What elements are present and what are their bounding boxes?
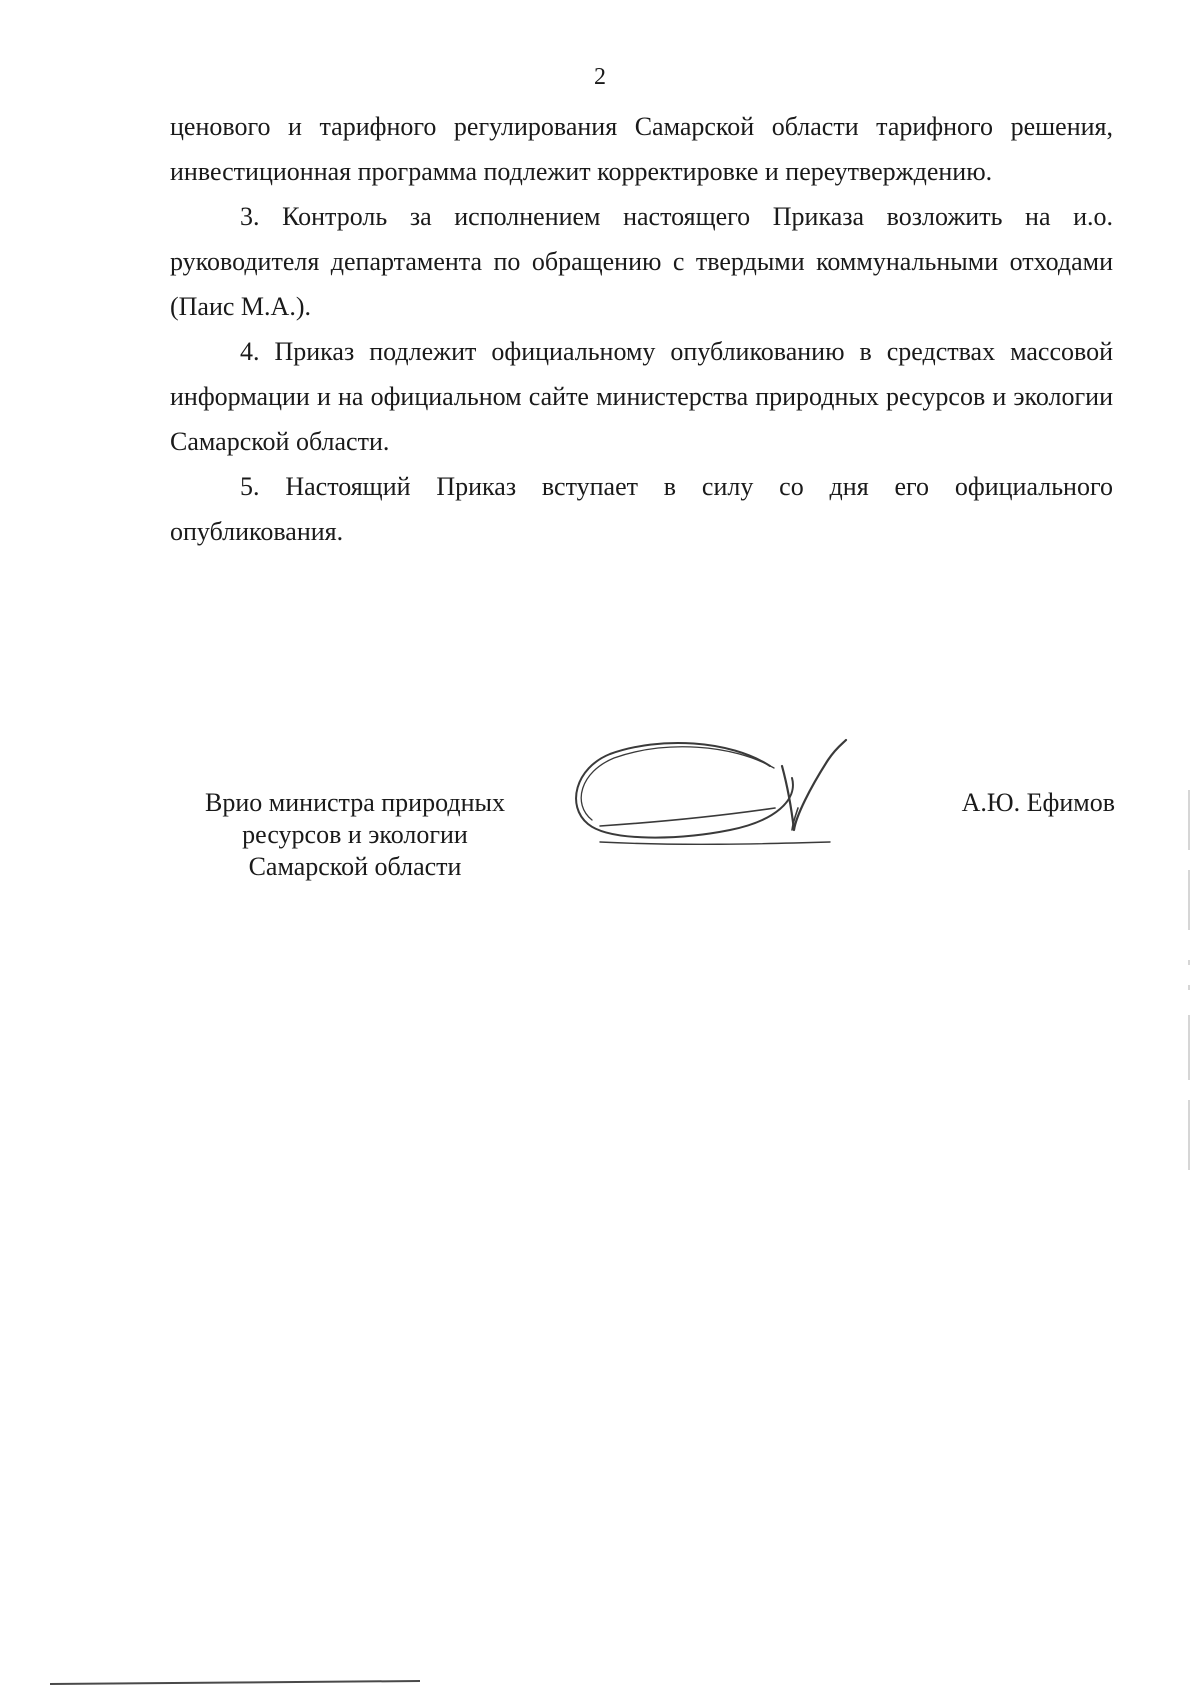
paragraph-item-4: 4. Приказ подлежит официальному опубликованию в средствах массовой информации и на официальном сайте министерства природных ресурсов и экологии Самарской области.: [170, 337, 1113, 456]
signatory-position-line: Самарской области: [248, 852, 462, 881]
document-body: [170, 104, 1113, 554]
signatory-name: А.Ю. Ефимов: [961, 788, 1115, 817]
handwritten-signature: [570, 718, 890, 868]
paragraph-item-5: 5. Настоящий Приказ вступает в силу со дня его официального опубликования.: [170, 472, 1113, 546]
signatory-position-line: Врио министра природных: [205, 788, 505, 817]
scan-margin-marks: [1186, 790, 1192, 1170]
signatory-position-line: ресурсов и экологии: [242, 820, 468, 849]
paragraph-continuation: ценового и тарифного регулирования Самарской области тарифного решения, инвестиционная программа подлежит корректировке и переутверждению.: [170, 112, 1113, 186]
page-number: 2: [594, 64, 606, 90]
signatory-position: [175, 787, 535, 883]
scan-edge-line: [50, 1680, 420, 1686]
paragraph-item-3: 3. Контроль за исполнением настоящего Приказа возложить на и.о. руководителя департамента по обращению с твердыми коммунальными отходами (Паис М.А.).: [170, 202, 1113, 321]
